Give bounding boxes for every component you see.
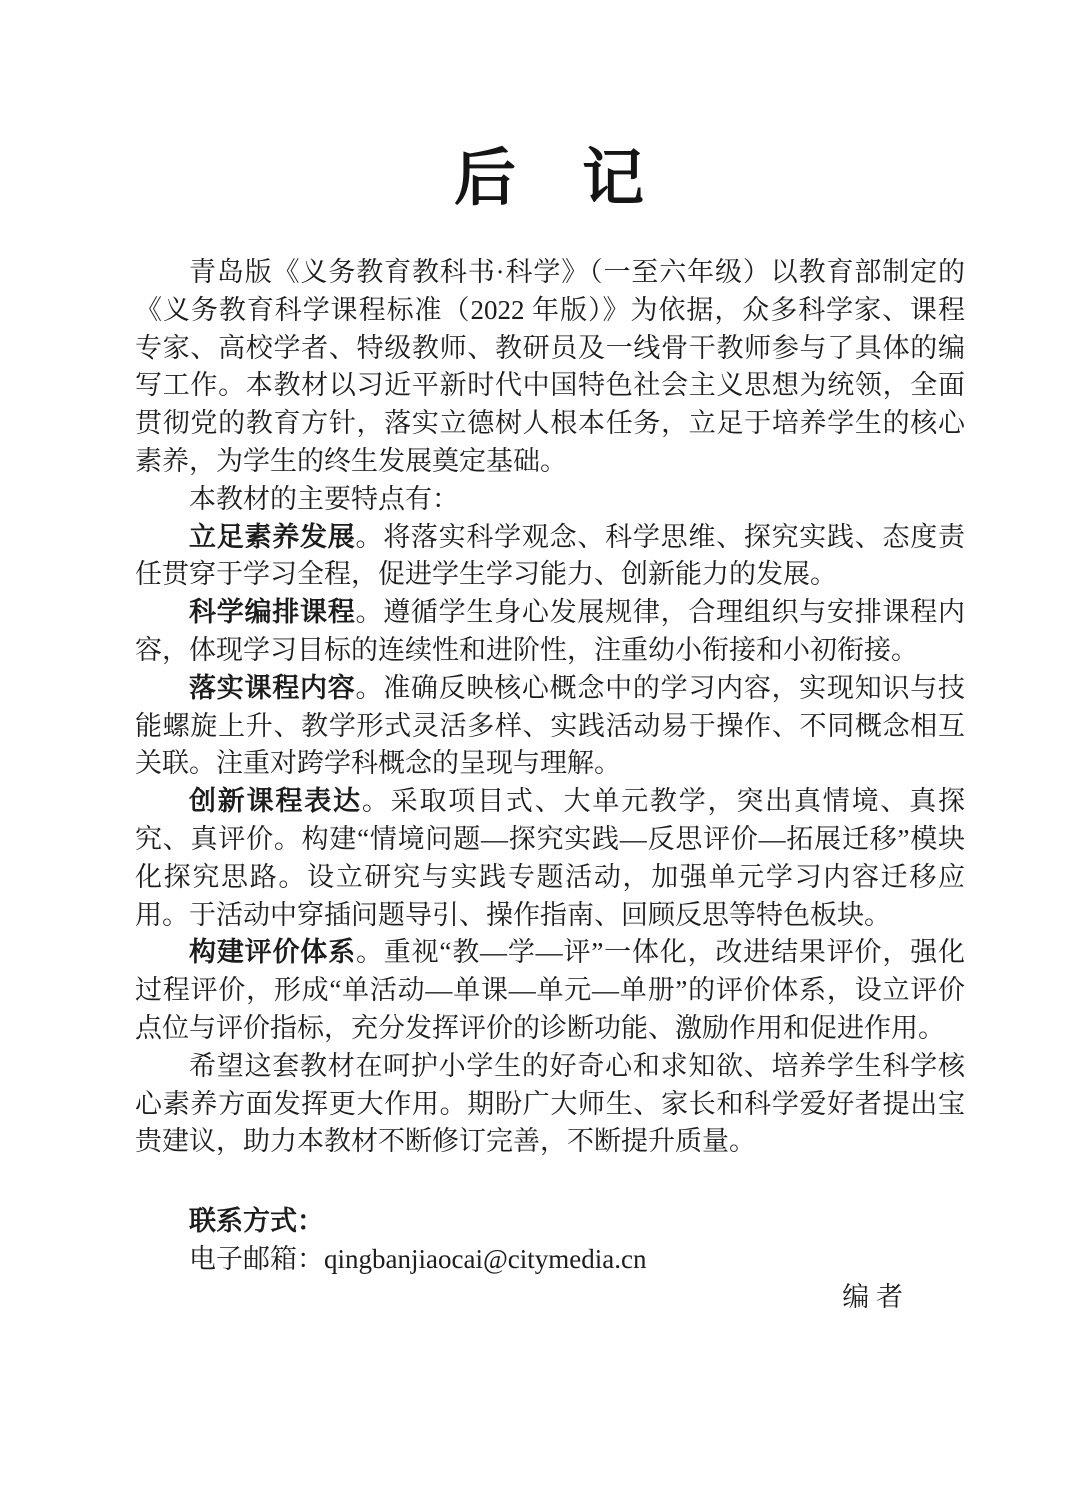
paragraph-lead: 科学编排课程 [189,597,356,628]
contact-heading: 联系方式： [189,1206,324,1237]
paragraph-feature-4 [135,783,965,934]
contact-block [135,1203,965,1316]
paragraph-features-heading [135,481,965,519]
paragraph-text: 。遵循学生身心发展规律，合理组织与安排课程内容，体现学习目标的连续性和进阶性，注重幼小衔接和小初衔接。 [135,597,966,665]
paragraph-text: 希望这套教材在呵护小学生的好奇心和求知欲、培养学生科学核心素养方面发挥更大作用。期盼广大师生、家长和科学爱好者提出宝贵建议，助力本教材不断修订完善，不断提升质量。 [135,1050,965,1157]
paragraph-lead: 创新课程表达 [189,786,362,817]
paragraph-text: 。重视“教—学—评”一体化，改进结果评价，强化过程评价，形成“单活动—单课—单元—单册”的评价体系，设立评价点位与评价指标，充分发挥评价的诊断功能、激励作用和促进作用。 [135,937,966,1043]
paragraph-text: 青岛版《义务教育教科书·科学》（一至六年级）以教育部制定的《义务教育科学课程标准（2022 年版）》为依据，众多科学家、课程专家、高校学者、特级教师、教研员及一线骨干教师参与了具体的编写工作。本教材以习近平新时代中国特色社会主义思想为统领，全面贯彻党的教育方针，落实立德树人根本任务，立足于培养学生的核心素养，为学生的终生发展奠定基础。 [135,257,965,476]
paragraph-text: 。采取项目式、大单元教学，突出真情境、真探究、真评价。构建“情境问题—探究实践—反思评价—拓展迁移”模块化探究思路。设立研究与实践专题活动，加强单元学习内容迁移应用。于活动中穿插问题导引、操作指南、回顾反思等特色板块。 [135,786,966,930]
email-address: qingbanjiaocai@citymedia.cn [324,1243,647,1274]
paragraph-lead: 落实课程内容 [189,672,356,703]
paragraph-feature-5 [135,934,965,1047]
paragraph-feature-3 [135,670,965,783]
paragraph-intro [135,254,965,481]
paragraph-lead: 构建评价体系 [189,937,356,968]
email-label: 电子邮箱： [189,1243,324,1274]
contact-email-line [135,1241,965,1279]
page-title: 后 记 [453,145,646,213]
paragraph-text: 。将落实科学观念、科学思维、探究实践、态度责任贯穿于学习全程，促进学生学习能力、创新能力的发展。 [135,521,966,590]
paragraph-feature-1 [135,519,965,595]
paragraph-closing [135,1048,965,1161]
paragraph-text: 。准确反映核心概念中的学习内容，实现知识与技能螺旋上升、教学形式灵活多样、实践活动易于操作、不同概念相互关联。注重对跨学科概念的呈现与理解。 [135,672,966,779]
paragraph-lead: 立足素养发展 [189,521,356,552]
signature: 编 者 [842,1281,903,1312]
paragraph-text: 本教材的主要特点有： [189,483,459,514]
paragraph-feature-2 [135,594,965,670]
afterword-body [135,254,965,1317]
